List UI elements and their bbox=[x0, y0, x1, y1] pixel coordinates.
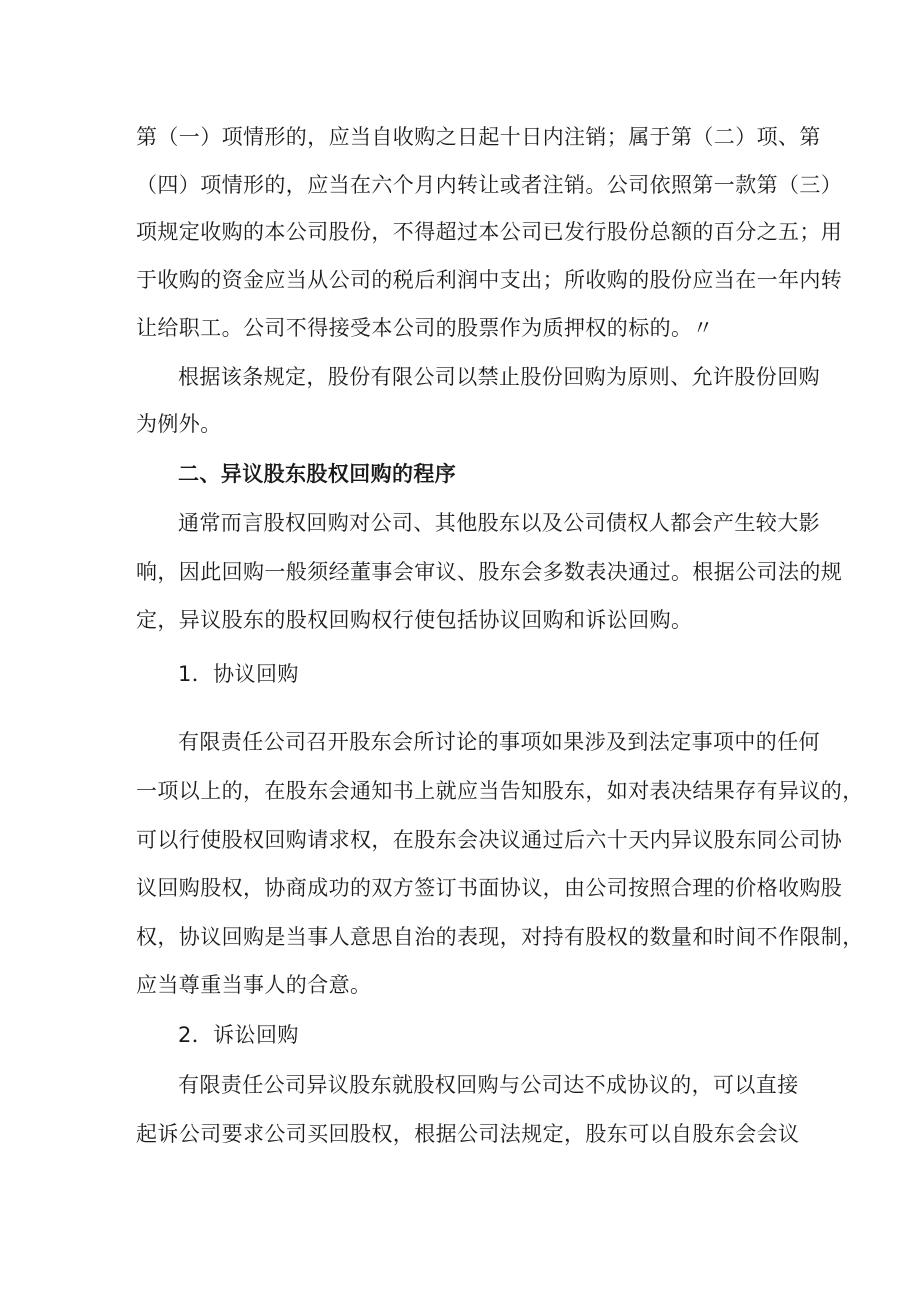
text-line: 项规定收购的本公司股份，不得超过本公司已发行股份总额的百分之五；用 bbox=[136, 220, 843, 244]
text-line: 根据该条规定，股份有限公司以禁止股份回购为原则、允许股份回购 bbox=[178, 365, 820, 389]
text-line: 应当尊重当事人的合意。 bbox=[136, 973, 372, 997]
text-line: 通常而言股权回购对公司、其他股东以及公司债权人都会产生较大影 bbox=[178, 511, 820, 535]
text-line: 一项以上的，在股东会通知书上就应当告知股东，如对表决结果存有异议的， bbox=[136, 779, 864, 803]
text-line: （四）项情形的，应当在六个月内转让或者注销。公司依照第一款第（三） bbox=[136, 173, 843, 197]
text-line: 权，协议回购是当事人意思自治的表现，对持有股权的数量和时间不作限制， bbox=[136, 925, 864, 949]
text-line: 为例外。 bbox=[136, 412, 222, 436]
text-line: 可以行使股权回购请求权，在股东会决议通过后六十天内异议股东同公司协 bbox=[136, 828, 843, 852]
text-line: 第（一）项情形的，应当自收购之日起十日内注销；属于第（二）项、第 bbox=[136, 125, 821, 149]
text-line: 让给职工。公司不得接受本公司的股票作为质押权的标的。〃 bbox=[136, 316, 714, 340]
section-heading: 二、异议股东股权回购的程序 bbox=[178, 462, 457, 486]
text-line: 定，异议股东的股权回购权行使包括协议回购和诉讼回购。 bbox=[136, 608, 693, 632]
text-line: 起诉公司要求公司买回股权，根据公司法规定，股东可以自股东会会议 bbox=[136, 1122, 800, 1146]
text-line: 有限责任公司召开股东会所讨论的事项如果涉及到法定事项中的任何 bbox=[178, 730, 820, 754]
text-line: 响，因此回购一般须经董事会审议、股东会多数表决通过。根据公司法的规 bbox=[136, 560, 843, 584]
text-line: 于收购的资金应当从公司的税后利润中支出；所收购的股份应当在一年内转 bbox=[136, 268, 843, 292]
text-line: 有限责任公司异议股东就股权回购与公司达不成协议的，可以直接 bbox=[178, 1073, 799, 1097]
text-line: 议回购股权，协商成功的双方签订书面协议，由公司按照合理的价格收购股 bbox=[136, 876, 843, 900]
subsection-heading: 2．诉讼回购 bbox=[178, 1023, 299, 1047]
subsection-heading: 1．协议回购 bbox=[178, 662, 299, 686]
